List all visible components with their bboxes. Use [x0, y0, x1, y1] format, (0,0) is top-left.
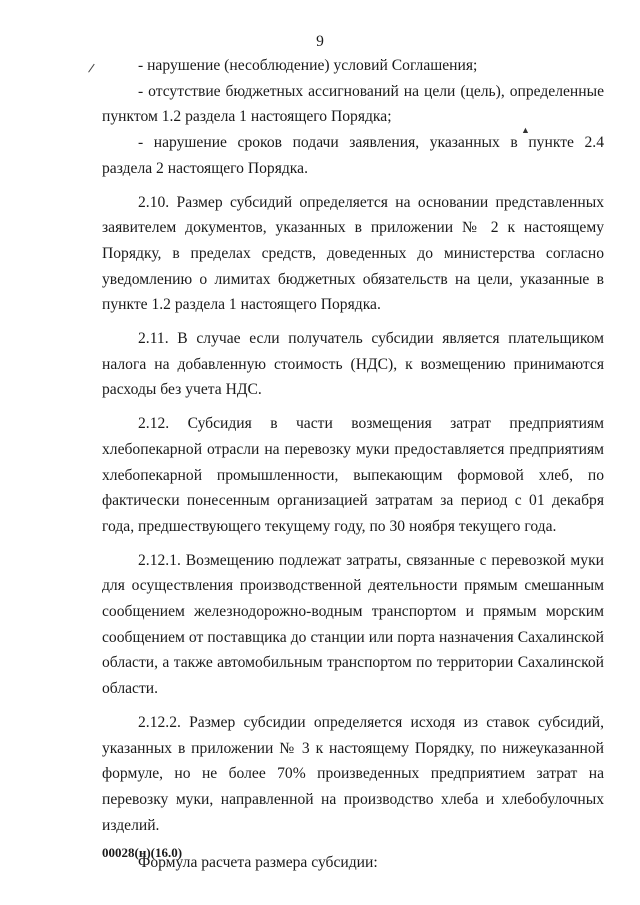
paragraph-formula-heading: Формула расчета размера субсидии:	[138, 854, 378, 872]
stray-caret-mark: ▲	[521, 125, 530, 135]
paragraph-2-11: 2.11. В случае если получатель субсидии является плательщиком налога на добавленную стоимость (НДС), к возмещению принимаются расходы без учета НДС.	[102, 330, 604, 399]
paragraph-2-12: 2.12. Субсидия в части возмещения затрат предприятиям хлебопекарной отрасли на перевозку муки предоставляется предприятиям хлебопекарной промышленности, выпекающим формовой хлеб, по фактически понесенным организацией затратам за период с 01 декабря года, предшествующего текущему году, по 30 ноября текущего года.	[102, 415, 604, 535]
paragraph-list-item-3: - нарушение сроков подачи заявления, указанных в пункте 2.4 раздела 2 настоящего Порядка.	[102, 134, 604, 177]
paragraph-2-10: 2.10. Размер субсидий определяется на основании представленных заявителем документов, указанных в приложении № 2 к настоящему Порядку, в пределах средств, доведенных до министерства согласно уведомлению о лимитах бюджетных обязательств на цели, указанные в пункте 1.2 раздела 1 настоящего Порядка.	[102, 193, 604, 314]
paragraph-list-item-1: - нарушение (несоблюдение) условий Соглашения;	[138, 57, 478, 74]
page-number: 9	[316, 33, 324, 50]
margin-pen-mark	[88, 64, 103, 79]
paragraph-2-12-1: 2.12.1. Возмещению подлежат затраты, связанные с перевозкой муки для осуществления производственной деятельности прямым смешанным сообщением железнодорожно-водным транспортом и прямым морским сообщением от поставщика до станции или порта назначения Сахалинской области, а также автомобильным транспортом по территории Сахалинской области.	[102, 551, 604, 698]
footer-document-code: 00028(н)(16.0)	[102, 845, 183, 860]
document-body	[102, 53, 604, 876]
paragraph-list-item-2: - отсутствие бюджетных ассигнований на цели (цель), определенные пунктом 1.2 раздела 1 настоящего Порядка;	[102, 82, 604, 126]
paragraph-2-12-2: 2.12.2. Размер субсидии определяется исходя из ставок субсидий, указанных в приложении № 3 к настоящему Порядку, по нижеуказанной формуле, но не более 70% произведенных предприятием затрат на перевозку муки, направленной на производство хлеба и хлебобулочных изделий.	[102, 713, 604, 834]
